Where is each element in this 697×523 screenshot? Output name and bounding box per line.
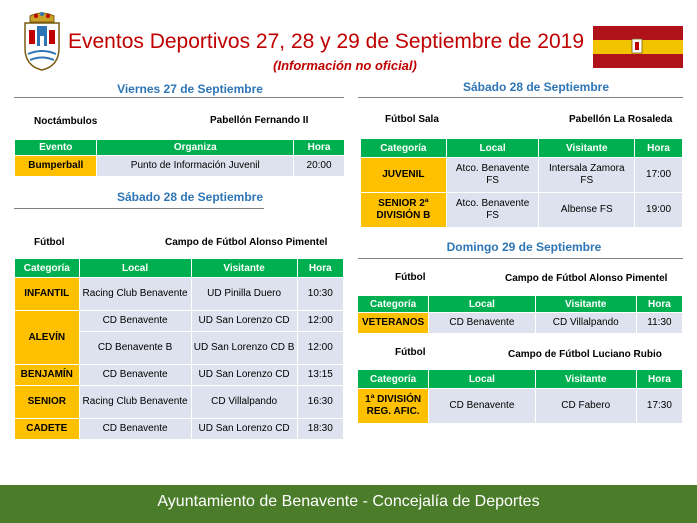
table-header-row bbox=[361, 139, 682, 157]
table-row bbox=[15, 278, 343, 310]
column-header: Visitante bbox=[536, 370, 636, 388]
column-header: Organiza bbox=[97, 140, 293, 155]
time-cell: 20:00 bbox=[294, 156, 344, 176]
domingo-table-2 bbox=[357, 369, 683, 424]
time-cell: 18:30 bbox=[298, 419, 343, 439]
category-cell: JUVENIL bbox=[361, 158, 446, 192]
time-cell: 11:30 bbox=[637, 313, 682, 333]
time-cell: 17:30 bbox=[637, 389, 682, 423]
column-header: Visitante bbox=[536, 296, 636, 312]
day-heading-domingo: Domingo 29 de Septiembre bbox=[446, 240, 602, 254]
visitor-cell: CD Villalpando bbox=[536, 313, 636, 333]
time-cell: 16:30 bbox=[298, 386, 343, 418]
table-header-row bbox=[15, 140, 344, 155]
column-header: Hora bbox=[294, 140, 344, 155]
column-header: Categoría bbox=[358, 370, 428, 388]
domingo-table-1 bbox=[357, 295, 683, 334]
table-row bbox=[15, 156, 344, 176]
table-row bbox=[15, 365, 343, 385]
visitor-cell: UD San Lorenzo CD bbox=[192, 365, 297, 385]
table-row bbox=[358, 389, 682, 423]
page-title: Eventos Deportivos 27, 28 y 29 de Septiembre de 2019 bbox=[68, 30, 584, 53]
column-header: Categoría bbox=[358, 296, 428, 312]
footer-text: Ayuntamiento de Benavente - Concejalía de Deportes bbox=[157, 493, 540, 510]
sabado-futbol-table bbox=[14, 258, 344, 440]
sport-name: Fútbol bbox=[395, 272, 426, 283]
visitor-cell: UD San Lorenzo CD bbox=[192, 311, 297, 331]
local-cell: CD Benavente bbox=[80, 311, 191, 331]
column-header: Categoría bbox=[361, 139, 446, 157]
column-header: Local bbox=[447, 139, 539, 157]
table-row bbox=[15, 311, 343, 331]
column-header: Visitante bbox=[192, 259, 297, 277]
column-header: Visitante bbox=[539, 139, 634, 157]
category-cell: BENJAMÍN bbox=[15, 365, 79, 385]
local-cell: CD Benavente B bbox=[80, 332, 191, 364]
local-cell: Atco. Benavente FS bbox=[447, 158, 539, 192]
local-cell: CD Benavente bbox=[429, 389, 534, 423]
category-cell: SENIOR 2ª DIVISIÓN B bbox=[361, 193, 446, 227]
visitor-cell: CD Fabero bbox=[536, 389, 636, 423]
category-cell: ALEVÍN bbox=[15, 311, 79, 364]
viernes-table bbox=[14, 139, 345, 177]
event-name: Noctámbulos bbox=[34, 116, 98, 127]
local-cell: CD Benavente bbox=[429, 313, 534, 333]
visitor-cell: UD San Lorenzo CD bbox=[192, 419, 297, 439]
table-row bbox=[358, 313, 682, 333]
column-header: Hora bbox=[637, 370, 682, 388]
benavente-coat-of-arms-icon bbox=[20, 12, 64, 72]
divider bbox=[14, 208, 264, 209]
divider bbox=[358, 258, 683, 259]
local-cell: Atco. Benavente FS bbox=[447, 193, 539, 227]
day-heading-sabado: Sábado 28 de Septiembre bbox=[462, 80, 610, 94]
time-cell: 12:00 bbox=[298, 311, 343, 331]
organizer-cell: Punto de Información Juvenil bbox=[97, 156, 293, 176]
venue-name: Pabellón Fernando II bbox=[210, 115, 309, 126]
table-header-row bbox=[358, 296, 682, 312]
page-subtitle: (Información no oficial) bbox=[273, 58, 417, 73]
venue-name: Campo de Fútbol Alonso Pimentel bbox=[505, 273, 668, 284]
column-header: Hora bbox=[635, 139, 682, 157]
category-cell: SENIOR bbox=[15, 386, 79, 418]
event-cell: Bumperball bbox=[15, 156, 96, 176]
time-cell: 13:15 bbox=[298, 365, 343, 385]
visitor-cell: Intersala Zamora FS bbox=[539, 158, 634, 192]
visitor-cell: UD San Lorenzo CD B bbox=[192, 332, 297, 364]
category-cell: VETERANOS bbox=[358, 313, 428, 333]
table-header-row bbox=[15, 259, 343, 277]
local-cell: CD Benavente bbox=[80, 419, 191, 439]
day-heading-viernes: Viernes 27 de Septiembre bbox=[117, 82, 263, 96]
visitor-cell: Albense FS bbox=[539, 193, 634, 227]
divider bbox=[358, 97, 683, 98]
table-row bbox=[361, 158, 682, 192]
sport-name: Fútbol bbox=[34, 237, 65, 248]
divider bbox=[14, 97, 344, 98]
visitor-cell: CD Villalpando bbox=[192, 386, 297, 418]
column-header: Evento bbox=[15, 140, 96, 155]
time-cell: 10:30 bbox=[298, 278, 343, 310]
venue-name: Pabellón La Rosaleda bbox=[569, 114, 673, 125]
day-heading-sabado: Sábado 28 de Septiembre bbox=[116, 190, 264, 204]
table-header-row bbox=[358, 370, 682, 388]
category-cell: INFANTIL bbox=[15, 278, 79, 310]
time-cell: 19:00 bbox=[635, 193, 682, 227]
column-header: Local bbox=[80, 259, 191, 277]
column-header: Hora bbox=[298, 259, 343, 277]
visitor-cell: UD Pinilla Duero bbox=[192, 278, 297, 310]
sabado-sala-table bbox=[360, 138, 683, 228]
time-cell: 17:00 bbox=[635, 158, 682, 192]
column-header: Local bbox=[429, 296, 534, 312]
local-cell: CD Benavente bbox=[80, 365, 191, 385]
footer-banner bbox=[0, 485, 697, 523]
venue-name: Campo de Fútbol Luciano Rubio bbox=[508, 349, 662, 360]
column-header: Categoría bbox=[15, 259, 79, 277]
column-header: Hora bbox=[637, 296, 682, 312]
table-row bbox=[15, 386, 343, 418]
table-row bbox=[15, 419, 343, 439]
local-cell: Racing Club Benavente bbox=[80, 278, 191, 310]
municipal-flag-icon bbox=[593, 26, 683, 68]
sport-name: Fútbol Sala bbox=[385, 114, 439, 125]
sport-name: Fútbol bbox=[395, 347, 426, 358]
category-cell: CADETE bbox=[15, 419, 79, 439]
venue-name: Campo de Fútbol Alonso Pimentel bbox=[165, 237, 328, 248]
time-cell: 12:00 bbox=[298, 332, 343, 364]
table-row bbox=[361, 193, 682, 227]
local-cell: Racing Club Benavente bbox=[80, 386, 191, 418]
column-header: Local bbox=[429, 370, 534, 388]
category-cell: 1ª DIVISIÓN REG. AFIC. bbox=[358, 389, 428, 423]
